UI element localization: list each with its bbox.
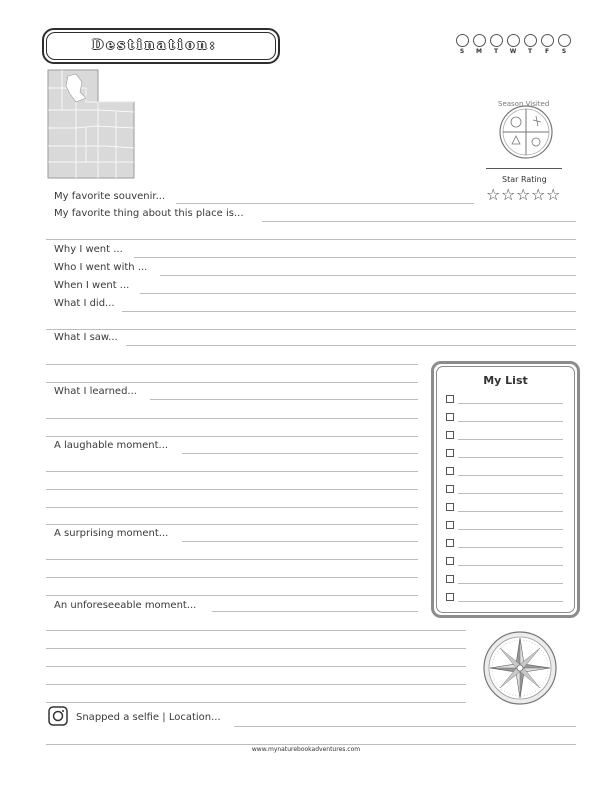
list-item-line[interactable] xyxy=(458,457,563,458)
list-item-line[interactable] xyxy=(458,547,563,548)
day-tuesday[interactable]: T xyxy=(490,34,502,55)
surprising-label: A surprising moment... xyxy=(54,528,169,539)
laughable-line-3[interactable] xyxy=(46,489,418,490)
souvenir-label: My favorite souvenir... xyxy=(54,191,166,202)
unforeseeable-line-5[interactable] xyxy=(46,684,466,685)
why-label: Why I went ... xyxy=(54,244,123,255)
surprising-line-4[interactable] xyxy=(46,595,418,596)
who-label: Who I went with ... xyxy=(54,262,148,273)
list-checkbox[interactable] xyxy=(446,413,454,421)
why-line[interactable] xyxy=(134,257,576,258)
souvenir-line[interactable] xyxy=(176,203,474,204)
favorite-thing-line[interactable] xyxy=(262,221,576,222)
list-item-line[interactable] xyxy=(458,439,563,440)
day-thursday[interactable]: T xyxy=(524,34,536,55)
star-icon[interactable]: ☆ xyxy=(546,185,561,204)
day-wednesday[interactable]: W xyxy=(507,34,519,55)
saw-line[interactable] xyxy=(126,345,576,346)
list-checkbox[interactable] xyxy=(446,593,454,601)
list-item-line[interactable] xyxy=(458,529,563,530)
learned-line[interactable] xyxy=(150,399,418,400)
utah-map-icon xyxy=(46,68,136,180)
favorite-thing-line-2[interactable] xyxy=(46,239,576,240)
unforeseeable-label: An unforeseeable moment... xyxy=(54,600,197,611)
laughable-line-5[interactable] xyxy=(46,524,418,525)
list-checkbox[interactable] xyxy=(446,575,454,583)
list-item-line[interactable] xyxy=(458,601,563,602)
list-checkbox[interactable] xyxy=(446,557,454,565)
learned-line-2[interactable] xyxy=(46,418,418,419)
season-divider xyxy=(486,168,562,169)
selfie-line[interactable] xyxy=(234,726,576,727)
list-item-line[interactable] xyxy=(458,421,563,422)
learned-line-3[interactable] xyxy=(46,436,418,437)
surprising-line-2[interactable] xyxy=(46,559,418,560)
laughable-line-4[interactable] xyxy=(46,507,418,508)
star-icon[interactable]: ☆ xyxy=(531,185,546,204)
star-icon[interactable]: ☆ xyxy=(516,185,531,204)
destination-box[interactable] xyxy=(42,28,280,64)
who-line[interactable] xyxy=(160,275,576,276)
list-item-line[interactable] xyxy=(458,511,563,512)
unforeseeable-line-2[interactable] xyxy=(46,630,466,631)
star-rating-label: Star Rating xyxy=(502,175,547,184)
selfie-label: Snapped a selfie | Location... xyxy=(76,712,221,723)
saw-label: What I saw... xyxy=(54,332,118,343)
day-friday[interactable]: F xyxy=(541,34,553,55)
list-checkbox[interactable] xyxy=(446,431,454,439)
day-saturday[interactable]: S xyxy=(558,34,570,55)
saw-line-2[interactable] xyxy=(46,364,418,365)
footer-rule xyxy=(46,744,576,745)
laughable-line-2[interactable] xyxy=(46,471,418,472)
star-icon[interactable]: ☆ xyxy=(501,185,516,204)
my-list-title: My List xyxy=(483,374,528,387)
list-checkbox[interactable] xyxy=(446,395,454,403)
list-checkbox[interactable] xyxy=(446,485,454,493)
did-label: What I did... xyxy=(54,298,115,309)
list-checkbox[interactable] xyxy=(446,449,454,457)
compass-icon xyxy=(478,630,562,706)
when-label: When I went ... xyxy=(54,280,130,291)
did-line[interactable] xyxy=(122,311,576,312)
list-item-line[interactable] xyxy=(458,583,563,584)
list-item-line[interactable] xyxy=(458,403,563,404)
laughable-line[interactable] xyxy=(182,453,418,454)
learned-label: What I learned... xyxy=(54,386,137,397)
footer-url: www.mynaturebookadventures.com xyxy=(251,746,361,753)
list-item-line[interactable] xyxy=(458,475,563,476)
list-checkbox[interactable] xyxy=(446,503,454,511)
list-item-line[interactable] xyxy=(458,565,563,566)
camera-icon xyxy=(48,706,68,726)
list-checkbox[interactable] xyxy=(446,467,454,475)
favorite-thing-label: My favorite thing about this place is... xyxy=(54,208,244,219)
surprising-line-3[interactable] xyxy=(46,577,418,578)
when-line[interactable] xyxy=(140,293,576,294)
list-item-line[interactable] xyxy=(458,493,563,494)
unforeseeable-line[interactable] xyxy=(212,611,418,612)
laughable-label: A laughable moment... xyxy=(54,440,169,451)
season-visited-label: Season Visited xyxy=(498,100,550,108)
unforeseeable-line-4[interactable] xyxy=(46,666,466,667)
did-line-2[interactable] xyxy=(46,329,576,330)
list-checkbox[interactable] xyxy=(446,521,454,529)
destination-label: Destination: xyxy=(92,38,218,53)
unforeseeable-line-6[interactable] xyxy=(46,702,466,703)
day-monday[interactable]: M xyxy=(473,34,485,55)
unforeseeable-line-3[interactable] xyxy=(46,648,466,649)
saw-line-3[interactable] xyxy=(46,382,418,383)
list-checkbox[interactable] xyxy=(446,539,454,547)
day-sunday[interactable]: S xyxy=(456,34,468,55)
surprising-line[interactable] xyxy=(182,541,418,542)
star-icon[interactable]: ☆ xyxy=(486,185,501,204)
my-list-box xyxy=(431,361,580,618)
